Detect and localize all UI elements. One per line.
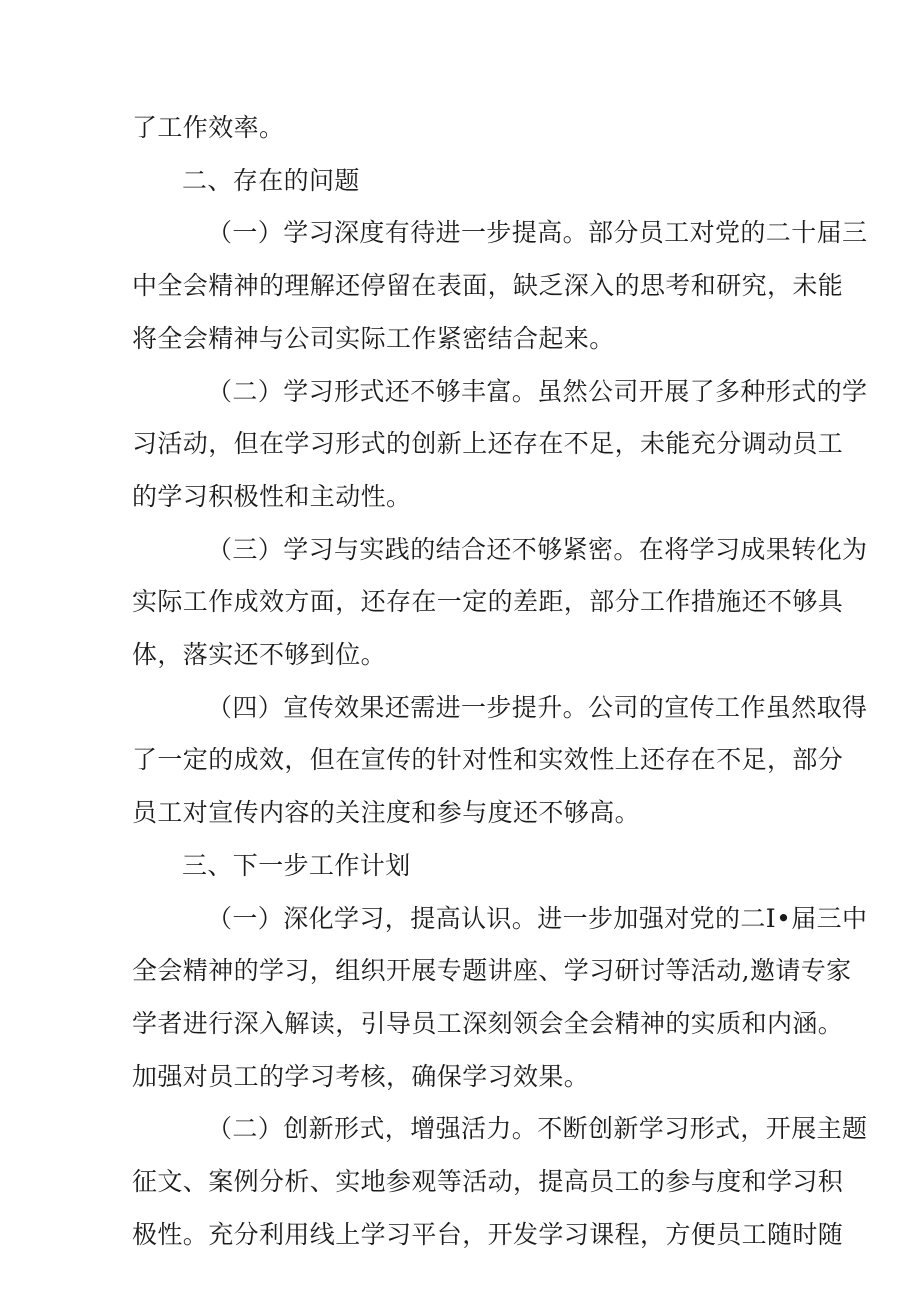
paragraph-plan-1	[132, 893, 868, 1104]
text-line: （四）宣传效果还需进一步提升。公司的宣传工作虽然取得	[207, 692, 868, 722]
text-line: 征文、案例分析、实地参观等活动，提高员工的参与度和学习积	[132, 1167, 844, 1197]
paragraph-plan-2	[132, 1103, 868, 1261]
paragraph-problem-1	[132, 207, 868, 365]
text-line: （二）创新形式，增强活力。不断创新学习形式，开展主题	[207, 1114, 868, 1144]
paragraph-problem-4	[132, 682, 868, 840]
text-line: （二）学习形式还不够丰富。虽然公司开展了多种形式的学	[207, 376, 868, 406]
paragraph-problem-2	[132, 366, 868, 524]
text-line: 的学习积极性和主动性。	[132, 481, 412, 511]
text-line: 全会精神的学习，组织开展专题讲座、学习研讨等活动,邀请专家	[132, 956, 852, 986]
text-line: 了一定的成效，但在宣传的针对性和实效性上还存在不足，部分	[132, 745, 844, 775]
document-body	[132, 102, 868, 1261]
text-line: 加强对员工的学习考核，确保学习效果。	[132, 1061, 590, 1091]
text-line: 三、下一步工作计划	[182, 850, 411, 880]
text-line: 了工作效率。	[132, 113, 285, 142]
text-line: （一）深化学习，提高认识。进一步加强对党的二I•届三中	[207, 903, 868, 933]
section-heading-problems	[132, 155, 792, 208]
text-line: 将全会精神与公司实际工作紧密结合起来。	[132, 323, 615, 353]
section-heading-next-steps	[132, 840, 792, 893]
text-line: 实际工作成效方面，还存在一定的差距，部分工作措施还不够具	[132, 587, 844, 617]
paragraph-continuation	[132, 102, 792, 155]
text-line: （三）学习与实践的结合还不够紧密。在将学习成果转化为	[207, 534, 868, 564]
text-line: （一）学习深度有待进一步提高。部分员工对党的二十届三	[207, 218, 868, 248]
text-line: 中全会精神的理解还停留在表面，缺乏深入的思考和研究，未能	[132, 271, 844, 301]
text-line: 学者进行深入解读，引导员工深刻领会全会精神的实质和内涵。	[132, 1008, 844, 1038]
text-line: 体，落实还不够到位。	[132, 640, 387, 670]
text-line: 二、存在的问题	[182, 165, 360, 195]
paragraph-problem-3	[132, 524, 868, 682]
text-line: 员工对宣传内容的关注度和参与度还不够高。	[132, 798, 641, 828]
text-line: 习活动，但在学习形式的创新上还存在不足，未能充分调动员工	[132, 429, 844, 459]
text-line: 极性。充分利用线上学习平台，开发学习课程，方便员工随时随	[132, 1219, 844, 1249]
